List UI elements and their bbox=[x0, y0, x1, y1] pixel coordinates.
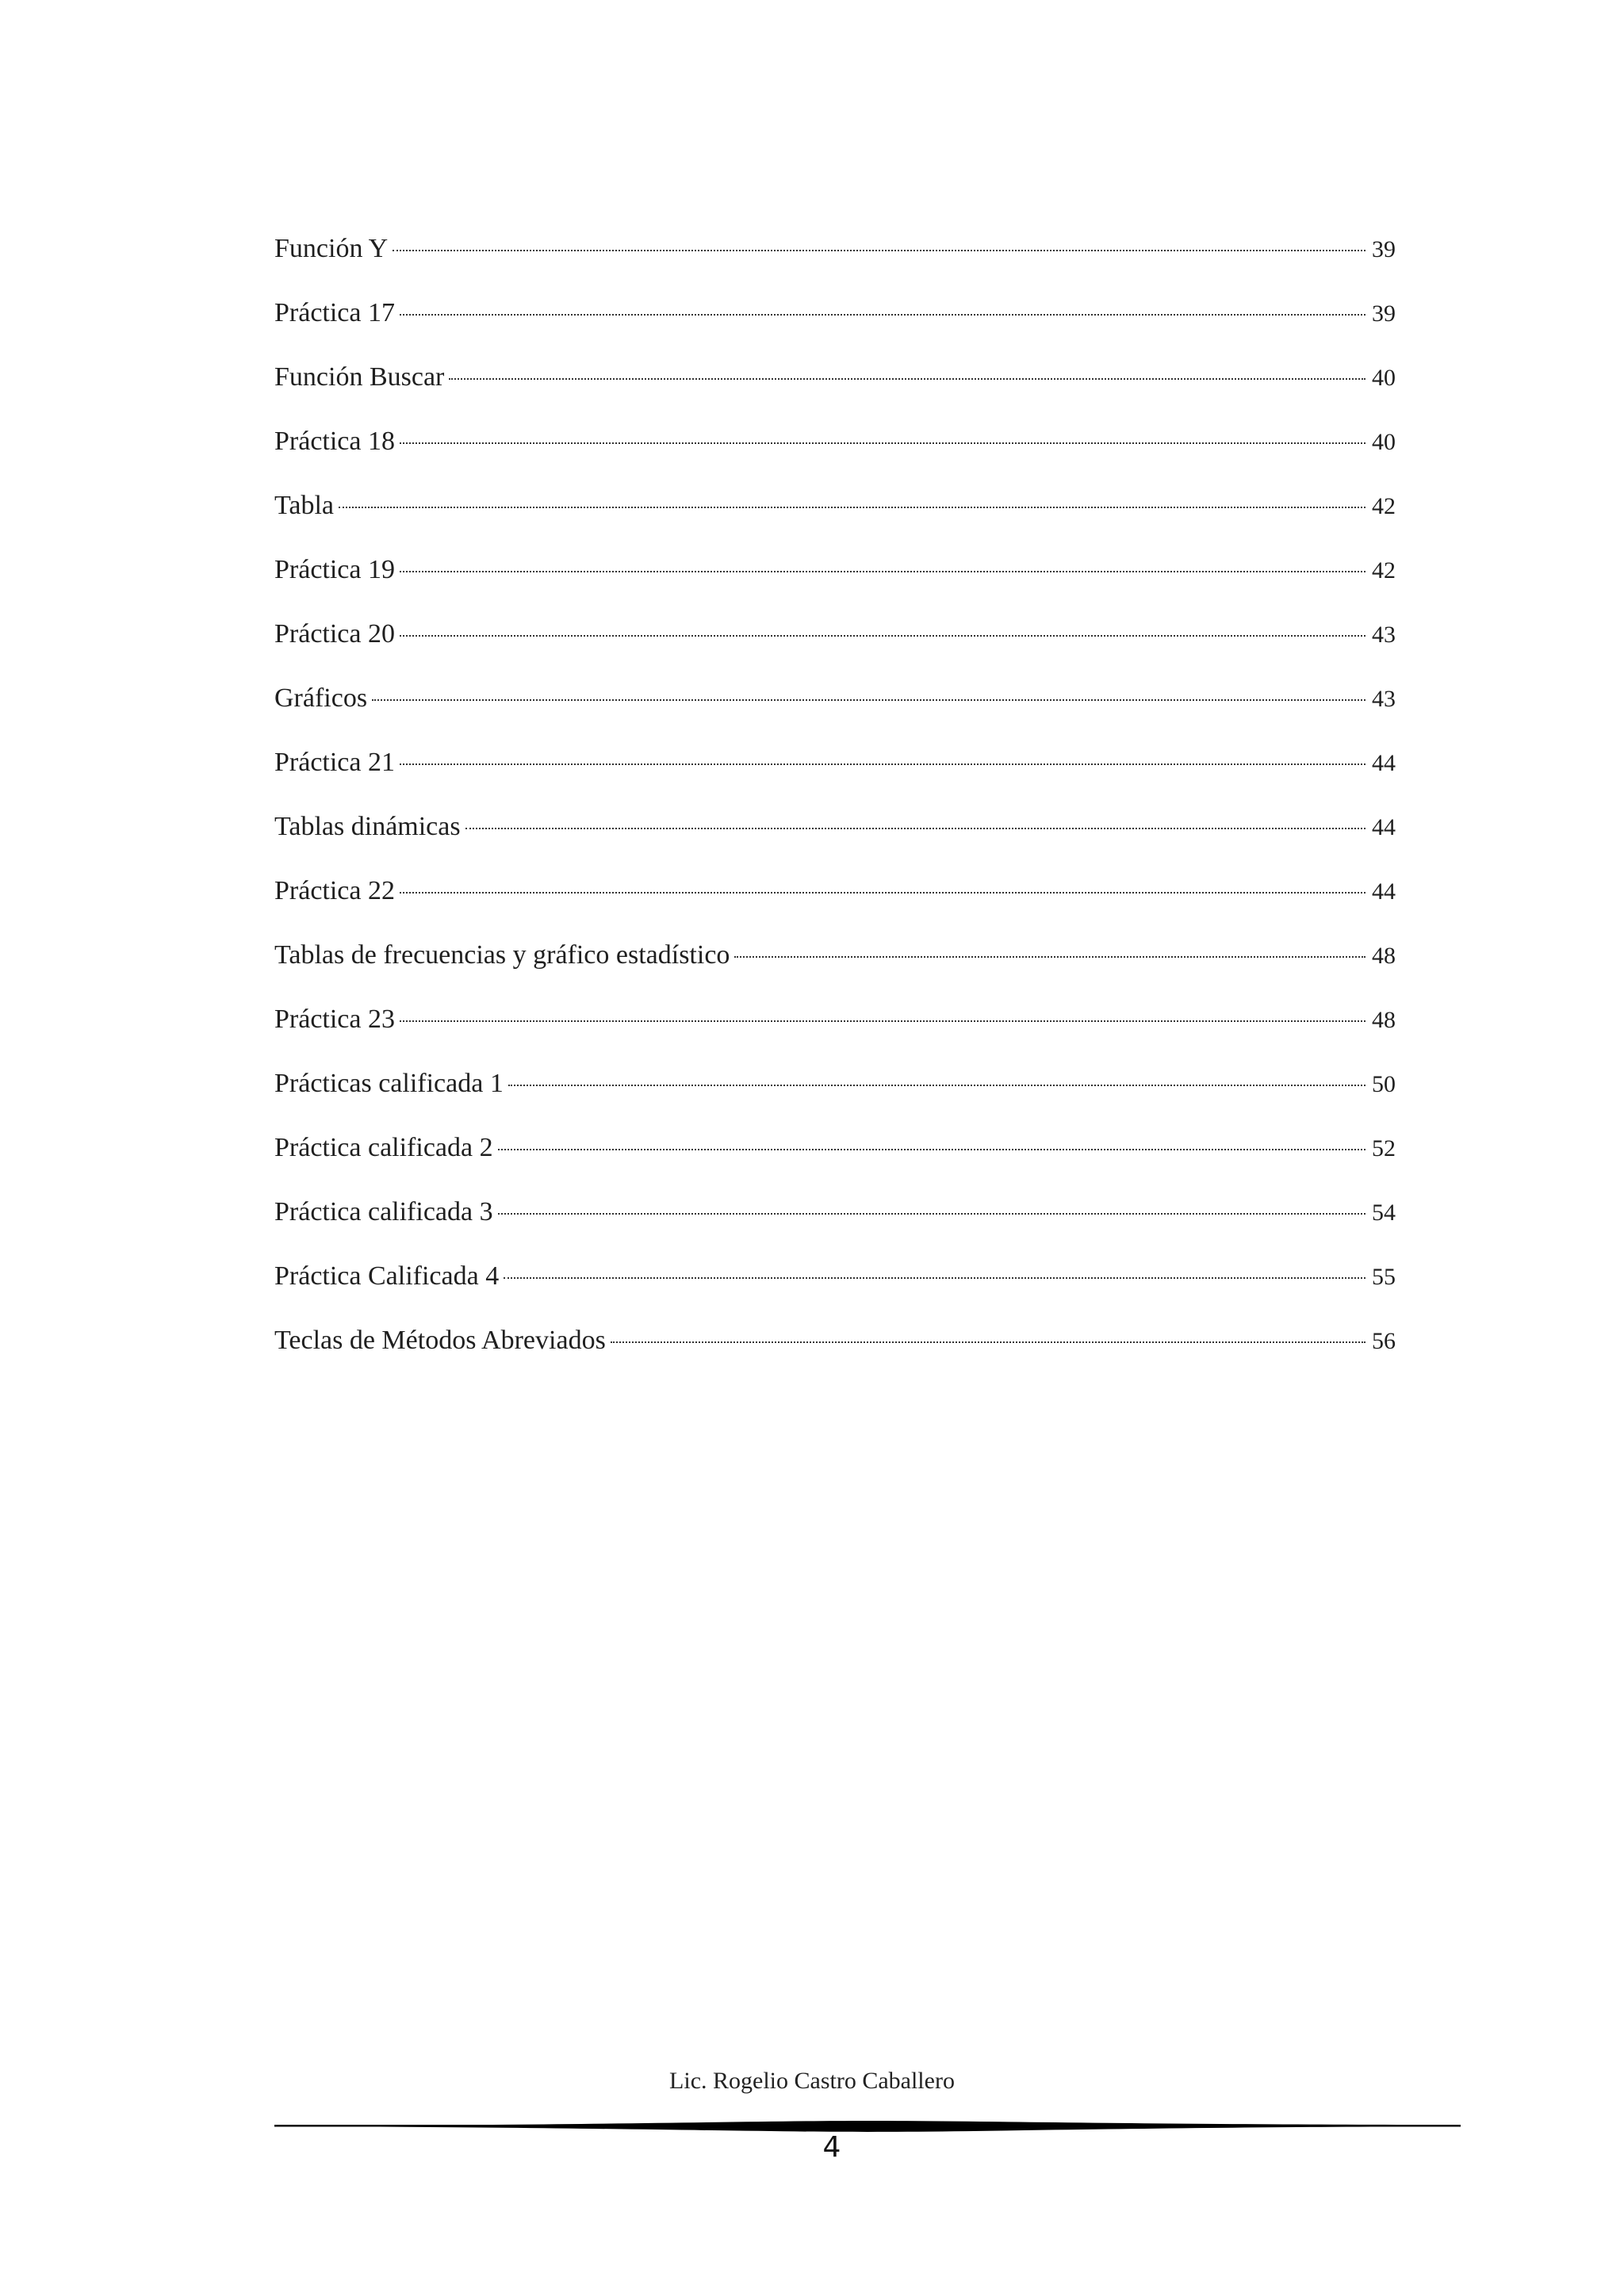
toc-entry-title: Función Y bbox=[274, 234, 389, 263]
dot-leader bbox=[400, 314, 1365, 316]
toc-entry-title: Práctica 20 bbox=[274, 619, 395, 649]
dot-leader bbox=[400, 763, 1365, 765]
toc-entry[interactable] bbox=[274, 548, 1396, 612]
toc-entry-page: 50 bbox=[1372, 1071, 1396, 1097]
toc-entry[interactable] bbox=[274, 740, 1396, 805]
toc-entry-page: 48 bbox=[1372, 943, 1396, 969]
toc-entry-title: Teclas de Métodos Abreviados bbox=[274, 1326, 606, 1355]
toc-entry-page: 40 bbox=[1372, 429, 1396, 455]
page-number: 4 bbox=[822, 2131, 841, 2164]
toc-entry-title: Práctica 19 bbox=[274, 555, 395, 584]
toc-entry-title: Práctica 22 bbox=[274, 876, 395, 905]
toc-entry-page: 44 bbox=[1372, 814, 1396, 840]
toc-entry-page: 44 bbox=[1372, 750, 1396, 776]
dot-leader bbox=[400, 1020, 1365, 1022]
toc-entry[interactable] bbox=[274, 355, 1396, 419]
toc-entry[interactable] bbox=[274, 805, 1396, 869]
dot-leader bbox=[611, 1341, 1365, 1343]
toc-entry-page: 55 bbox=[1372, 1264, 1396, 1290]
footer-author: Lic. Rogelio Castro Caballero bbox=[669, 2068, 955, 2094]
toc-entry-page: 52 bbox=[1372, 1135, 1396, 1161]
dot-leader bbox=[400, 892, 1365, 894]
toc-entry-page: 44 bbox=[1372, 878, 1396, 905]
toc-entry-page: 42 bbox=[1372, 557, 1396, 584]
toc-entry-title: Práctica 18 bbox=[274, 427, 395, 456]
toc-entry-page: 39 bbox=[1372, 236, 1396, 262]
toc-entry-title: Práctica 21 bbox=[274, 748, 395, 777]
dot-leader bbox=[400, 571, 1365, 572]
toc-entry[interactable] bbox=[274, 1318, 1396, 1383]
dot-leader bbox=[393, 250, 1365, 251]
toc-entry-title: Práctica 23 bbox=[274, 1004, 395, 1034]
toc-entry[interactable] bbox=[274, 1254, 1396, 1318]
toc-entry-title: Práctica calificada 2 bbox=[274, 1133, 493, 1162]
toc-entry-page: 48 bbox=[1372, 1007, 1396, 1033]
dot-leader bbox=[734, 956, 1365, 958]
toc-entry-title: Práctica 17 bbox=[274, 298, 395, 327]
toc-entry[interactable] bbox=[274, 1190, 1396, 1254]
toc-entry[interactable] bbox=[274, 612, 1396, 676]
toc-entry-title: Práctica calificada 3 bbox=[274, 1197, 493, 1226]
toc-entry-page: 56 bbox=[1372, 1328, 1396, 1354]
dot-leader bbox=[400, 635, 1365, 637]
toc-entry[interactable] bbox=[274, 419, 1396, 484]
dot-leader bbox=[465, 828, 1365, 829]
toc-entry-title: Función Buscar bbox=[274, 362, 445, 392]
toc-entry[interactable] bbox=[274, 484, 1396, 548]
dot-leader bbox=[339, 507, 1365, 508]
toc-entry-title: Gráficos bbox=[274, 683, 368, 713]
toc-entry-title: Tabla bbox=[274, 491, 335, 520]
dot-leader bbox=[372, 699, 1365, 701]
dot-leader bbox=[504, 1277, 1365, 1279]
toc-entry-page: 43 bbox=[1372, 686, 1396, 712]
toc-entry-page: 42 bbox=[1372, 493, 1396, 519]
dot-leader bbox=[449, 378, 1365, 380]
toc-entry-page: 54 bbox=[1372, 1200, 1396, 1226]
toc-entry[interactable] bbox=[274, 227, 1396, 291]
dot-leader bbox=[400, 442, 1365, 444]
toc-entry[interactable] bbox=[274, 1126, 1396, 1190]
toc-entry-title: Prácticas calificada 1 bbox=[274, 1069, 504, 1098]
dot-leader bbox=[498, 1213, 1365, 1215]
dot-leader bbox=[508, 1085, 1365, 1086]
dot-leader bbox=[498, 1149, 1365, 1150]
toc-entry[interactable] bbox=[274, 676, 1396, 740]
toc-entry[interactable] bbox=[274, 869, 1396, 933]
toc-entry[interactable] bbox=[274, 1062, 1396, 1126]
toc-entry[interactable] bbox=[274, 933, 1396, 997]
table-of-contents bbox=[274, 227, 1396, 1383]
toc-entry-page: 43 bbox=[1372, 622, 1396, 648]
toc-entry-page: 40 bbox=[1372, 365, 1396, 391]
toc-entry-title: Práctica Calificada 4 bbox=[274, 1261, 500, 1291]
toc-entry[interactable] bbox=[274, 997, 1396, 1062]
toc-entry[interactable] bbox=[274, 291, 1396, 355]
toc-entry-page: 39 bbox=[1372, 300, 1396, 327]
toc-entry-title: Tablas de frecuencias y gráfico estadístico bbox=[274, 940, 730, 970]
toc-entry-title: Tablas dinámicas bbox=[274, 812, 461, 841]
